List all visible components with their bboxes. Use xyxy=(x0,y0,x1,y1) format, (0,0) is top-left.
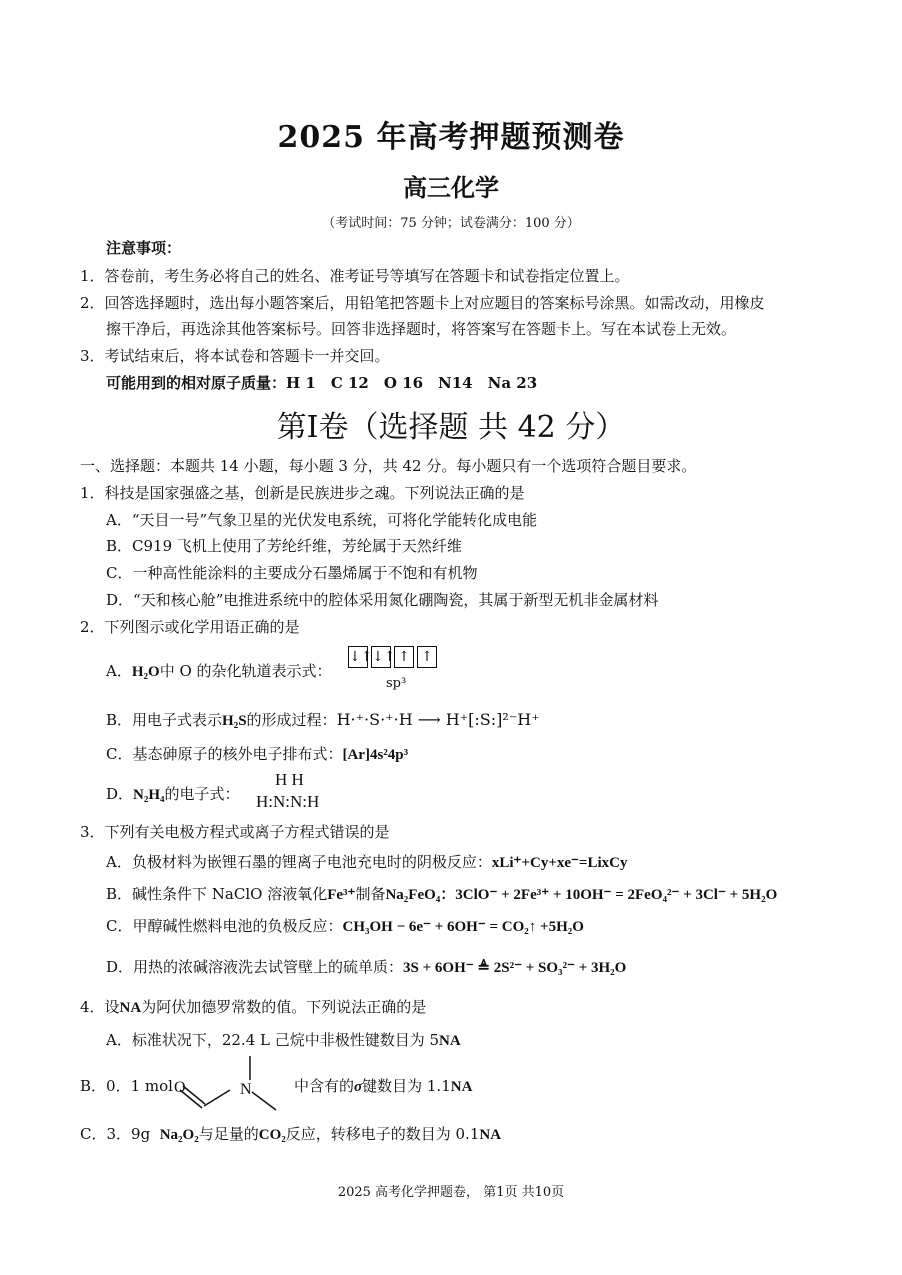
notice-item-3: 3．考试结束后，将本试卷和答题卡一并交回。 xyxy=(80,347,390,365)
q2-a-pre: A． xyxy=(106,662,132,680)
q2-b-text: B．用电子式表示 xyxy=(106,711,223,729)
q4-b-text2: 中含有的 xyxy=(294,1077,355,1095)
dmf-structure xyxy=(172,1052,288,1118)
q4-stem-pre: 4．设 xyxy=(80,998,120,1016)
exam-info: （考试时间：75 分钟；试卷满分：100 分） xyxy=(322,216,580,231)
dmf-bond-cn xyxy=(204,1090,230,1106)
dmf-oxygen-atom: O xyxy=(174,1079,186,1096)
q3-option-b xyxy=(106,884,777,905)
q3-b-eq: ：3ClO⁻ + 2Fe³⁺ + 10OH⁻ = 2FeO₄²⁻ + 3Cl⁻ + 5H₂O xyxy=(440,887,778,903)
q2-d-pre: D． xyxy=(106,785,134,803)
q4-a-na: NA xyxy=(439,1033,461,1049)
q3-b-text2: 制备 xyxy=(355,885,386,903)
q1-stem: 1．科技是国家强盛之基，创新是民族进步之魂。下列说法正确的是 xyxy=(80,484,525,502)
q3-a-text: A．负极材料为嵌锂石墨的锂离子电池充电时的阴极反应： xyxy=(106,853,492,871)
q2-option-d xyxy=(106,784,240,805)
q4-c-formula: Na₂O₂ xyxy=(159,1127,199,1143)
q4-stem-post: 为阿伏加德罗常数的值。下列说法正确的是 xyxy=(141,998,427,1016)
page-title: 2025 年高考押题预测卷 xyxy=(277,120,625,155)
q4-b-text3: 键数目为 1.1 xyxy=(362,1077,451,1095)
q4-option-b xyxy=(294,1076,472,1097)
q3-d-eq: 3S + 6OH⁻ ≜ 2S²⁻ + SO₃²⁻ + 3H₂O xyxy=(403,960,627,976)
q4-stem xyxy=(80,997,426,1018)
orbital-box-4: ↑ xyxy=(417,646,437,668)
q3-b-prod: Na₂FeO₄ xyxy=(385,887,441,903)
q2-c-formula: [Ar]4s²4p³ xyxy=(342,747,409,763)
q4-a-text: A．标准状况下，22.4 L 己烷中非极性键数目为 5 xyxy=(106,1031,440,1049)
q3-option-d xyxy=(106,957,626,978)
orbital-box-2: ↓↑ xyxy=(371,646,391,668)
dmf-nitrogen-atom: N xyxy=(240,1081,252,1098)
n2h4-dot-top: H H xyxy=(275,770,304,789)
q4-option-c xyxy=(80,1124,501,1145)
q2-d-formula: N₂H₄ xyxy=(133,787,165,803)
orbital-diagram xyxy=(348,646,440,668)
q2-option-c xyxy=(106,744,408,765)
q2-c-text: C．基态砷原子的核外电子排布式： xyxy=(106,745,343,763)
q2-b-formula: H₂S xyxy=(222,713,247,729)
orbital-box-1: ↓↑ xyxy=(348,646,368,668)
q4-c-na: NA xyxy=(479,1127,502,1143)
q2-d-text: 的电子式： xyxy=(164,785,240,803)
q3-stem: 3．下列有关电极方程式或离子方程式错误的是 xyxy=(80,823,390,841)
q4-c-text: C．3．9g xyxy=(80,1125,151,1143)
q2-option-a xyxy=(106,661,332,682)
q4-b-sigma: σ xyxy=(354,1079,363,1095)
n2h4-dot-bottom: H:N:N:H xyxy=(256,792,320,811)
orbital-box-3: ↑ xyxy=(394,646,414,668)
q3-b-text: B．碱性条件下 NaClO 溶液氧化 xyxy=(106,885,328,903)
q3-option-c xyxy=(106,916,584,937)
page-footer: 2025 高考化学押题卷， 第1页 共10页 xyxy=(337,1185,565,1200)
section-title: 第I卷（选择题 共 42 分） xyxy=(276,410,626,445)
q4-c-text2: 与足量的 xyxy=(198,1125,259,1143)
q4-b-na: NA xyxy=(450,1079,473,1095)
q4-c-co2: CO₂ xyxy=(258,1127,286,1143)
q4-c-text3: 反应，转移电子的数目为 0.1 xyxy=(285,1125,480,1143)
q3-b-fe: Fe³⁺ xyxy=(327,887,356,903)
q2-b-text2: 的形成过程： xyxy=(246,711,337,729)
notice-heading: 注意事项： xyxy=(106,239,182,257)
q2-stem: 2．下列图示或化学用语正确的是 xyxy=(80,618,300,636)
q3-c-text: C．甲醇碱性燃料电池的负极反应： xyxy=(106,917,343,935)
q1-option-c: C．一种高性能涂料的主要成分石墨烯属于不饱和有机物 xyxy=(106,564,478,582)
notice-item-2: 2．回答选择题时，选出每小题答案后，用铅笔把答题卡上对应题目的答案标号涂黑。如需改动，用橡皮 xyxy=(80,294,765,312)
q2-option-b xyxy=(106,710,540,731)
q2-a-text: 中 O 的杂化轨道表示式： xyxy=(159,662,332,680)
q2-b-process: H·⁺·S·⁺·H ⟶ H⁺[:S:]²⁻H⁺ xyxy=(336,710,540,729)
notice-item-1: 1．答卷前，考生务必将自己的姓名、准考证号等填写在答题卡和试卷指定位置上。 xyxy=(80,267,630,285)
q3-c-eq: CH₃OH − 6e⁻ + 6OH⁻ = CO₂↑ +5H₂O xyxy=(342,919,584,935)
q4-option-a xyxy=(106,1030,461,1051)
q3-a-eq: xLi⁺+Cy+xe⁻=LixCy xyxy=(491,855,628,871)
q4-option-b-pre: B．0．1 mol xyxy=(80,1077,173,1095)
orbital-label: sp³ xyxy=(386,676,407,691)
notice-item-2-cont: 擦干净后，再选涂其他答案标号。回答非选择题时，将答案写在答题卡上。写在本试卷上无效。 xyxy=(106,320,737,338)
atomic-mass-label: 可能用到的相对原子质量：H 1 C 12 O 16 N14 Na 23 xyxy=(106,374,538,392)
q1-option-b: B．C919 飞机上使用了芳纶纤维，芳纶属于天然纤维 xyxy=(106,537,462,555)
q1-option-a: A．“天目一号”气象卫星的光伏发电系统，可将化学能转化成电能 xyxy=(106,511,538,529)
q4-stem-na: NA xyxy=(119,1000,142,1016)
q3-option-a xyxy=(106,852,628,873)
q2-a-formula: H₂O xyxy=(131,664,160,680)
section-instruction: 一、选择题：本题共 14 小题，每小题 3 分，共 42 分。每小题只有一个选项符合题目要求。 xyxy=(80,457,697,475)
page-subtitle: 高三化学 xyxy=(403,173,499,202)
q3-d-text: D．用热的浓碱溶液洗去试管壁上的硫单质： xyxy=(106,958,404,976)
dmf-bond-nme-down xyxy=(252,1092,276,1110)
q1-option-d: D．“天和核心舱”电推进系统中的腔体采用氮化硼陶瓷，其属于新型无机非金属材料 xyxy=(106,591,659,609)
